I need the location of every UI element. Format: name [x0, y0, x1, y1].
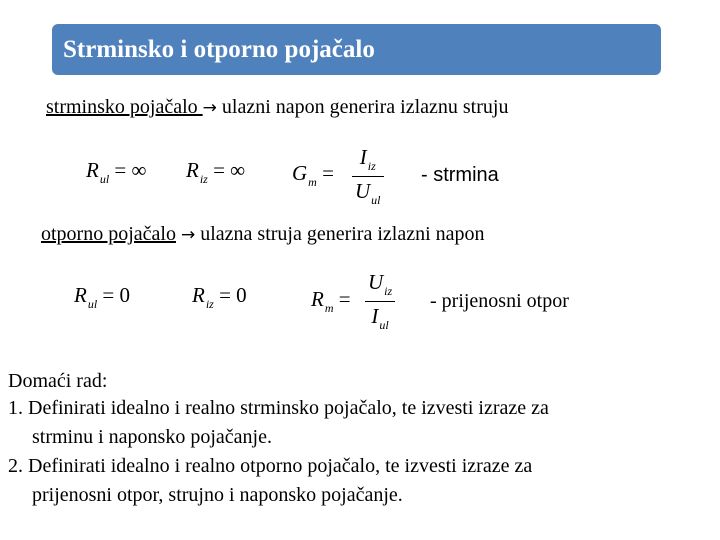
title-bar	[52, 24, 661, 75]
section2-description: ulazna struja generira izlazni napon	[195, 223, 485, 245]
section2-eq-rm-lhs: $R_m$ =	[311, 287, 351, 315]
page-title: Strminsko i otporno pojačalo	[63, 35, 375, 63]
section2-term: otporno pojačalo	[41, 223, 176, 245]
section2-eq-riz: $R_{iz} = 0$	[192, 283, 247, 311]
section1-fraction: $I_{iz}$ $U_{ul}$	[352, 145, 384, 208]
section2-fraction: $U_{iz}$ $I_{ul}$	[365, 270, 395, 333]
arrow-icon: →	[202, 98, 217, 118]
homework-heading: Domaći rad:	[8, 370, 108, 392]
section1-eq-gm-lhs: $G_m$ =	[292, 161, 334, 189]
section1-term: strminsko pojačalo	[46, 96, 203, 118]
homework-item-1: 1. Definirati idealno i realno strminsko pojačalo, te izvesti izraze za	[8, 397, 549, 419]
section1-eq-rul: $R_{ul}$ = ∞	[86, 158, 147, 186]
section2-eq-rul: $R_{ul} = 0$	[74, 283, 131, 311]
homework-item-1-cont: strminu i naponsko pojačanje.	[32, 426, 272, 448]
section1-note: - strmina	[421, 164, 499, 186]
section2-note: - prijenosni otpor	[430, 290, 569, 312]
arrow-icon: →	[180, 225, 196, 245]
section1-line	[46, 96, 508, 119]
section2-line	[41, 223, 485, 246]
homework-item-2-cont: prijenosni otpor, strujno i naponsko pojačanje.	[32, 484, 403, 506]
section1-description: ulazni napon generira izlaznu struju	[216, 96, 509, 118]
section1-eq-riz: $R_{iz}$ = ∞	[186, 158, 246, 186]
homework-item-2: 2. Definirati idealno i realno otporno pojačalo, te izvesti izraze za	[8, 455, 533, 477]
